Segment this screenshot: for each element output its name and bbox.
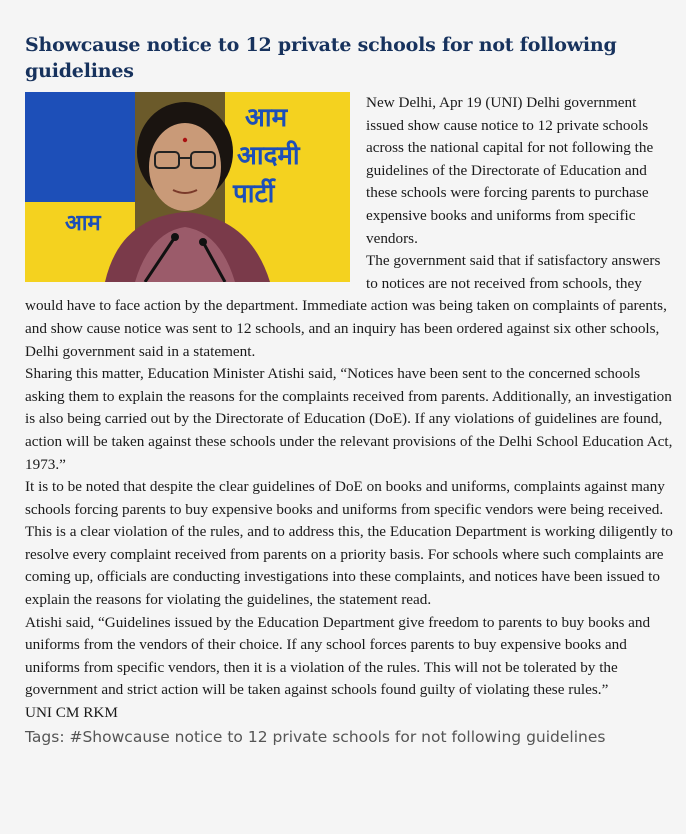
article-photo <box>25 92 350 282</box>
banner-line-2: आदमी <box>237 141 300 171</box>
banner-line-3: पार्टी <box>233 179 275 209</box>
banner-bottom-text: आम <box>65 211 101 236</box>
article-byline: UNI CM RKM <box>25 704 118 722</box>
article-paragraph: New Delhi, Apr 19 (UNI) Delhi government issued show cause notice to 12 private schools across the national capital for not following the guidelines of the Directorate of Education and these schools were forcing parents to purchase expensive books and uniforms from specific vendors. <box>366 94 654 247</box>
article-paragraph: Sharing this matter, Education Minister Atishi said, “Notices have been sent to the concerned schools asking them to explain the reasons for the complaints received from parents. Additionally, an investigation is also being carried out by the Directorate of Education (DoE). If any violations of guidelines are found, action will be taken against these schools under the relevant provisions of the Delhi School Education Act, 1973.” <box>25 365 673 473</box>
tags-row <box>25 726 675 748</box>
banner-line-1: आम <box>245 103 288 133</box>
speaker-photo-illustration <box>25 92 350 282</box>
article <box>25 32 675 748</box>
article-title: Showcause notice to 12 private schools for not following guidelines <box>25 34 617 82</box>
article-paragraph: It is to be noted that despite the clear guidelines of DoE on books and uniforms, complaints against many schools forcing parents to buy expensive books and uniforms from specific vendors were being received. This is a clear violation of the rules, and to address this, the Education Department is working diligently to resolve every complaint received from parents on a priority basis. For schools where such complaints are coming up, officials are conducting investigations into these complaints, and notices have been issued to explain the reasons for violating the guidelines, the statement read. <box>25 478 673 609</box>
article-paragraph: Atishi said, “Guidelines issued by the Education Department give freedom to parents to buy books and uniforms from the vendors of their choice. If any school forces parents to buy expensive books and uniforms from specific vendors, then it is a violation of the rules. This will not be tolerated by the government and strict action will be taken against schools found guilty of violating these rules.” <box>25 613 651 699</box>
article-body <box>25 92 675 725</box>
tag-link[interactable]: #Showcause notice to 12 private schools for not following guidelines <box>69 727 606 746</box>
tags-label: Tags: <box>25 727 65 746</box>
article-paragraph: The government said that if satisfactory answers to notices are not received from schools, they would have to face action by the department. Immediate action was being taken on complaints of parents, and show cause notice was sent to 12 schools, and an inquiry has been ordered against six other schools, Delhi government said in a statement. <box>25 252 667 360</box>
